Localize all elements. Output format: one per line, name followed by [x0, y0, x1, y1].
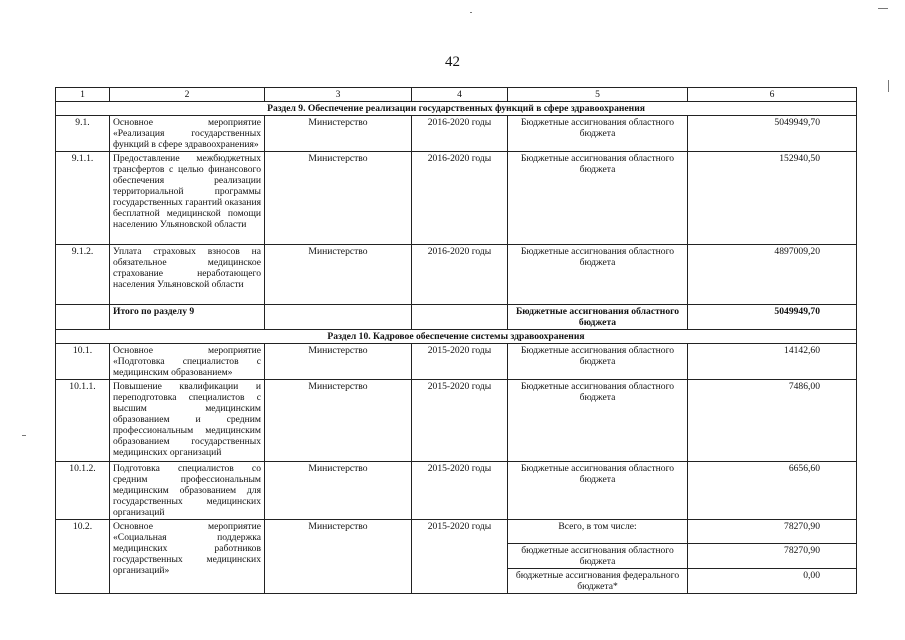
scan-speck — [470, 12, 472, 13]
row-source: бюджетные ассигнования областного бюджета — [508, 544, 688, 569]
row-source: бюджетные ассигнования федерального бюджета* — [508, 569, 688, 594]
section-row — [56, 102, 857, 116]
row-executor: Министерство — [265, 152, 412, 245]
page-number: 42 — [445, 54, 460, 70]
row-amount: 5049949,70 — [688, 116, 857, 152]
row-source: Бюджетные ассигнования областного бюджета — [508, 344, 688, 380]
row-period: 2015-2020 годы — [412, 462, 508, 520]
table-row — [56, 380, 857, 462]
row-period: 2015-2020 годы — [412, 380, 508, 462]
row-amount: 6656,60 — [688, 462, 857, 520]
row-source: Бюджетные ассигнования областного бюджета — [508, 152, 688, 245]
row-name: Подготовка специалистов со средним профессиональным медицинским образованием для государственных медицинских организаций — [110, 462, 265, 520]
row-number: 9.1.1. — [56, 152, 110, 245]
row-executor: Министерство — [265, 344, 412, 380]
row-amount: 4897009,20 — [688, 245, 857, 305]
total-source: Бюджетные ассигнования областного бюджета — [508, 305, 688, 330]
row-name: Уплата страховых взносов на обязательное медицинское страхование неработающего населения Ульяновской области — [110, 245, 265, 305]
column-header: 2 — [110, 88, 265, 102]
row-number: 10.1.2. — [56, 462, 110, 520]
column-header: 1 — [56, 88, 110, 102]
scan-speck — [888, 80, 889, 92]
row-executor: Министерство — [265, 116, 412, 152]
total-label: Итого по разделу 9 — [110, 305, 265, 330]
row-amount: 14142,60 — [688, 344, 857, 380]
column-header: 4 — [412, 88, 508, 102]
table-row — [56, 152, 857, 245]
row-source: Бюджетные ассигнования областного бюджета — [508, 245, 688, 305]
total-amount: 5049949,70 — [688, 305, 857, 330]
row-period: 2015-2020 годы — [412, 344, 508, 380]
row-amount: 78270,90 — [688, 544, 857, 569]
column-header: 5 — [508, 88, 688, 102]
row-number: 10.1. — [56, 344, 110, 380]
scan-speck — [878, 8, 888, 9]
total-row — [56, 305, 857, 330]
row-source: Бюджетные ассигнования областного бюджета — [508, 380, 688, 462]
table-row — [56, 116, 857, 152]
row-number: 9.1.2. — [56, 245, 110, 305]
column-header: 3 — [265, 88, 412, 102]
row-executor: Министерство — [265, 380, 412, 462]
row-name: Основное мероприятие «Реализация государственных функций в сфере здравоохранения» — [110, 116, 265, 152]
row-period: 2016-2020 годы — [412, 116, 508, 152]
row-name: Повышение квалификации и переподготовка специалистов с высшим медицинским образованием и средним профессиональным медицинским образованием государственных медицинских организаций — [110, 380, 265, 462]
row-number: 10.2. — [56, 520, 110, 594]
row-name: Предоставление межбюджетных трансфертов с целью финансового обеспечения реализации территориальной программы государственных гарантий оказания бесплатной медицинской помощи населению Ульяновской области — [110, 152, 265, 245]
row-number: 9.1. — [56, 116, 110, 152]
row-name: Основное мероприятие «Подготовка специалистов с медицинским образованием» — [110, 344, 265, 380]
row-period: 2016-2020 годы — [412, 152, 508, 245]
row-source: Бюджетные ассигнования областного бюджета — [508, 116, 688, 152]
column-header-row — [56, 88, 857, 102]
row-name: Основное мероприятие «Социальная поддержка медицинских работников государственных медицинских организаций» — [110, 520, 265, 594]
row-executor: Министерство — [265, 520, 412, 594]
column-header: 6 — [688, 88, 857, 102]
row-amount: 0,00 — [688, 569, 857, 594]
row-period: 2015-2020 годы — [412, 520, 508, 594]
row-amount: 78270,90 — [688, 520, 857, 544]
row-executor: Министерство — [265, 462, 412, 520]
table-row — [56, 344, 857, 380]
row-source: Всего, в том числе: — [508, 520, 688, 544]
section-title: Раздел 10. Кадровое обеспечение системы здравоохранения — [56, 330, 857, 344]
section-title: Раздел 9. Обеспечение реализации государственных функций в сфере здравоохранения — [56, 102, 857, 116]
row-executor: Министерство — [265, 245, 412, 305]
section-row — [56, 330, 857, 344]
program-table — [55, 87, 857, 594]
row-number: 10.1.1. — [56, 380, 110, 462]
row-amount: 7486,00 — [688, 380, 857, 462]
scan-speck — [22, 435, 26, 436]
row-source: Бюджетные ассигнования областного бюджета — [508, 462, 688, 520]
row-period: 2016-2020 годы — [412, 245, 508, 305]
table-row — [56, 462, 857, 520]
table-row — [56, 245, 857, 305]
row-amount: 152940,50 — [688, 152, 857, 245]
table-row — [56, 520, 857, 544]
